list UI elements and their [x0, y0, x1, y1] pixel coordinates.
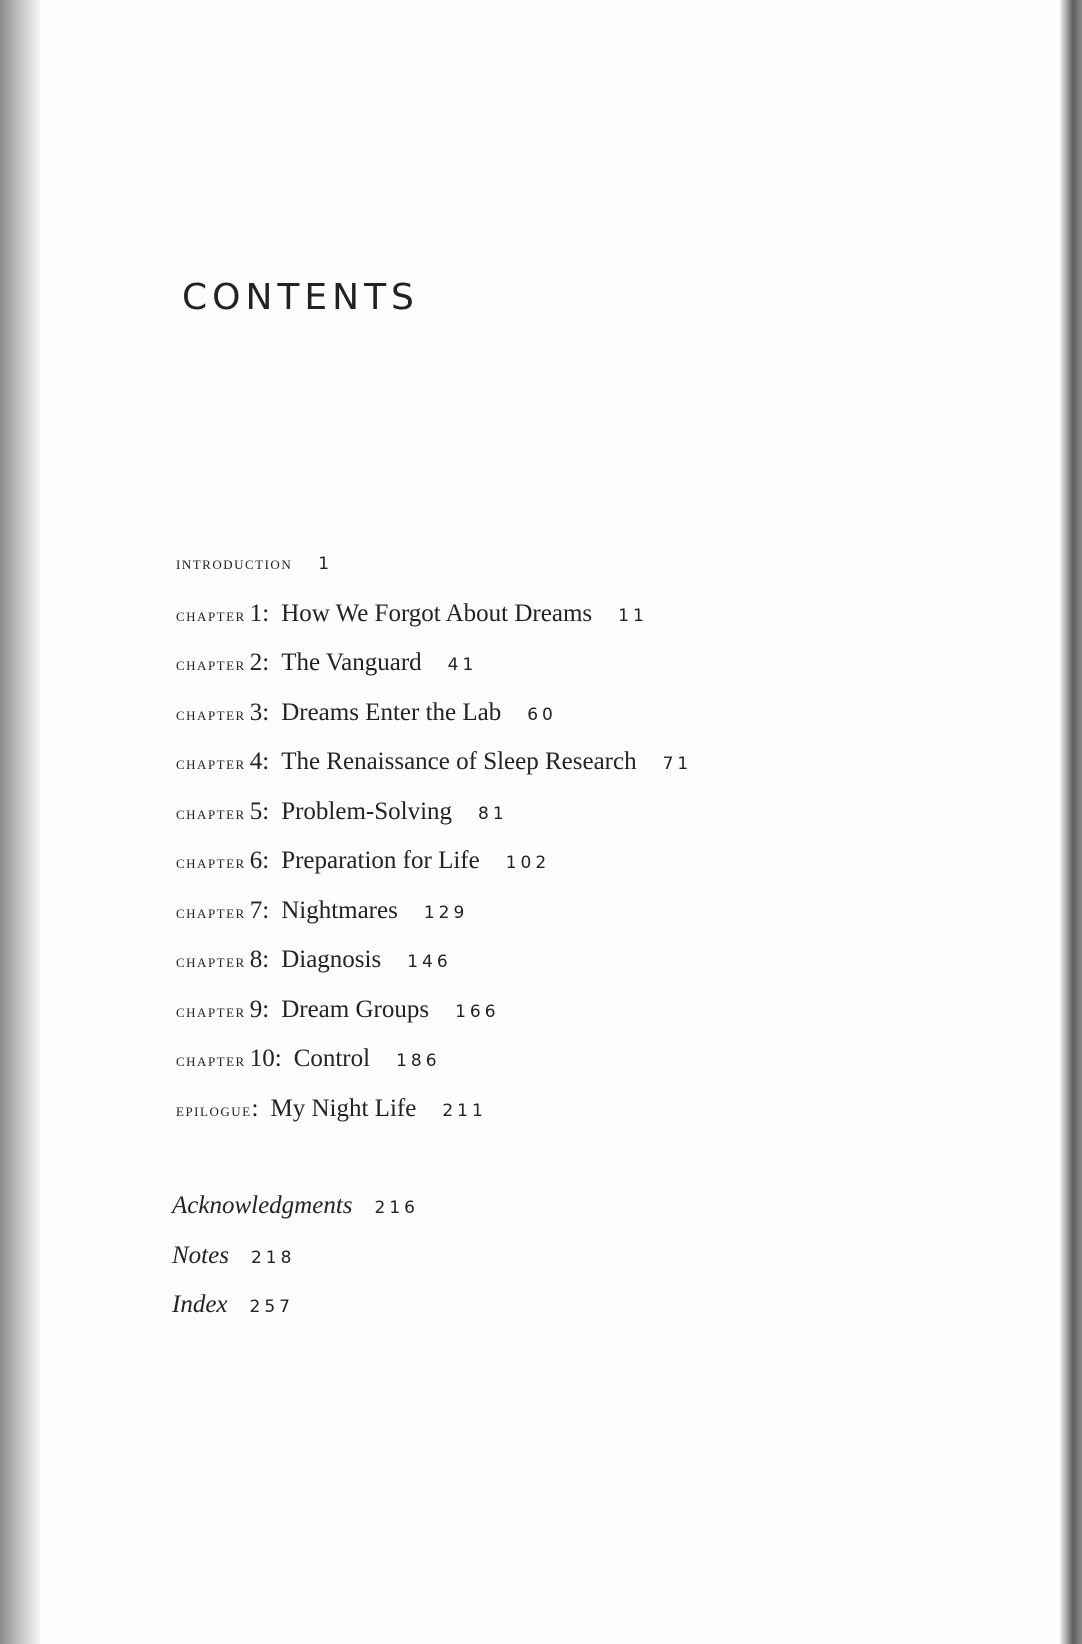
entry-page-number: 166 [455, 1001, 500, 1022]
entry-title: Diagnosis [281, 946, 382, 973]
entry-title: How We Forgot About Dreams [281, 599, 593, 627]
back-matter-page-number: 257 [249, 1297, 294, 1317]
toc-entry-introduction [176, 546, 692, 596]
entry-page-number: 186 [396, 1051, 441, 1071]
entry-page-number: 60 [527, 704, 557, 725]
entry-title: The Vanguard [281, 649, 422, 676]
entry-title: Dream Groups [281, 995, 430, 1023]
page-title: CONTENTS [182, 277, 419, 318]
toc-entry-chapter-9 [176, 992, 692, 1042]
book-page [40, 0, 1060, 1644]
back-matter-title: Acknowledgments [172, 1192, 353, 1219]
entry-title: Dreams Enter the Lab [281, 698, 502, 726]
toc-entry-chapter-4 [176, 744, 692, 794]
entry-page-number: 41 [447, 655, 478, 675]
entry-page-number: 102 [505, 853, 551, 873]
entry-label: chapter [176, 951, 246, 972]
toc-entry-chapter-10 [176, 1041, 692, 1091]
entry-colon: : [262, 995, 270, 1023]
entry-number: 9 [249, 995, 263, 1023]
back-matter-title: Index [172, 1291, 228, 1318]
entry-label: chapter [176, 1000, 246, 1022]
entry-number: 3 [249, 698, 263, 726]
entry-label: introduction [176, 553, 293, 574]
back-matter-acknowledgments [172, 1188, 419, 1238]
entry-colon: : [262, 698, 270, 726]
entry-page-number: 71 [662, 754, 693, 774]
entry-colon: : [262, 748, 270, 775]
back-matter-title: Notes [172, 1241, 229, 1269]
entry-page-number: 211 [442, 1100, 487, 1121]
entry-number: 6 [249, 847, 263, 874]
entry-colon: : [262, 847, 270, 874]
table-of-contents [176, 546, 692, 1140]
entry-number: 5 [249, 797, 263, 825]
back-matter-list [172, 1188, 419, 1337]
entry-page-number: 146 [407, 952, 452, 972]
entry-page-number: 81 [478, 803, 508, 824]
entry-title: The Renaissance of Sleep Research [281, 748, 637, 775]
back-matter-page-number: 218 [250, 1247, 296, 1268]
entry-number: 2 [249, 649, 263, 676]
entry-colon: : [274, 1045, 282, 1072]
entry-label: chapter [176, 901, 246, 923]
entry-number: 1 [249, 599, 263, 627]
left-scan-shadow [0, 0, 40, 1644]
back-matter-index [172, 1287, 419, 1337]
toc-entry-chapter-7 [176, 893, 692, 943]
toc-entry-chapter-1 [176, 596, 692, 646]
entry-page-number: 1 [318, 554, 334, 574]
toc-entry-chapter-8 [176, 942, 692, 992]
entry-label: chapter [176, 753, 246, 774]
entry-title: Control [293, 1045, 371, 1072]
back-matter-notes [172, 1238, 419, 1288]
entry-title: Nightmares [281, 896, 398, 924]
entry-label: chapter [176, 604, 246, 626]
toc-entry-chapter-3 [176, 695, 692, 745]
entry-title: Preparation for Life [281, 847, 480, 874]
entry-number: 10 [249, 1045, 275, 1072]
entry-label: chapter [176, 1050, 246, 1071]
entry-number: 4 [249, 748, 263, 775]
entry-title: My Night Life [270, 1094, 417, 1122]
right-scan-border [1060, 0, 1082, 1644]
entry-number: 7 [249, 896, 263, 924]
entry-label: epilogue [176, 1099, 252, 1121]
entry-colon: : [262, 797, 270, 825]
entry-page-number: 11 [618, 605, 648, 626]
back-matter-page-number: 216 [374, 1198, 419, 1218]
entry-label: chapter [176, 703, 246, 725]
entry-colon: : [262, 649, 270, 676]
entry-label: chapter [176, 654, 246, 675]
entry-colon: : [251, 1094, 259, 1122]
entry-title: Problem-Solving [281, 797, 453, 825]
toc-entry-chapter-6 [176, 843, 692, 893]
entry-label: chapter [176, 852, 246, 873]
toc-entry-epilogue [176, 1091, 692, 1141]
toc-entry-chapter-5 [176, 794, 692, 844]
entry-page-number: 129 [423, 902, 469, 923]
entry-number: 8 [249, 946, 263, 973]
toc-entry-chapter-2 [176, 645, 692, 695]
entry-colon: : [262, 896, 270, 924]
entry-colon: : [262, 946, 270, 973]
entry-label: chapter [176, 802, 246, 824]
entry-colon: : [262, 599, 270, 627]
